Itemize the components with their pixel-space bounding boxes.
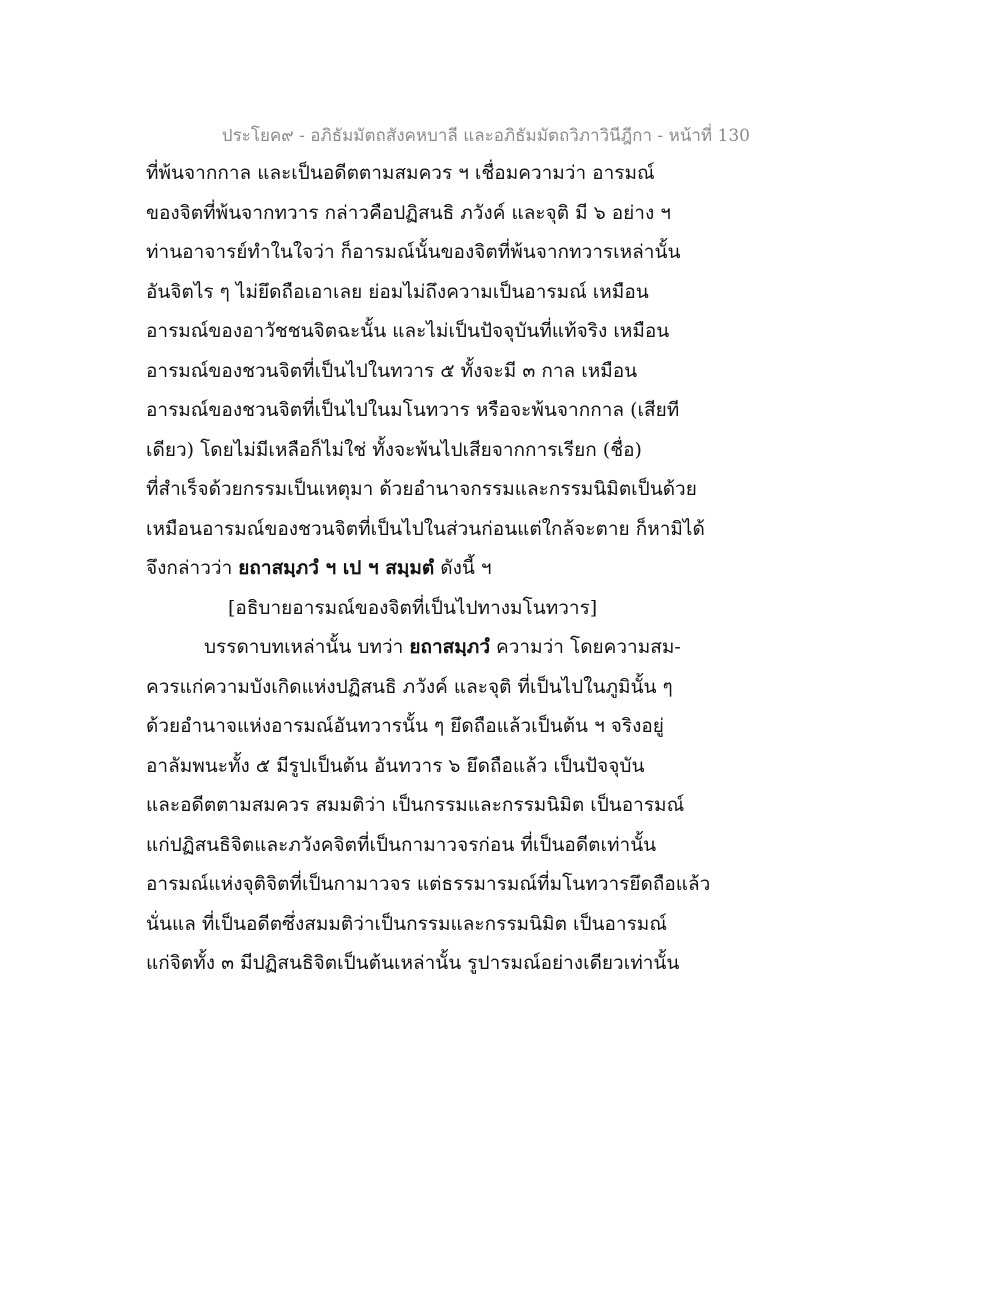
text-line-6: อารมณ์ของชวนจิตที่เป็นไปในทวาร ๕ ทั้งจะมี ๓ กาล เหมือน [146,359,638,382]
body-text [146,154,750,984]
text-line-18: แก่ปฏิสนธิจิตและภวังคจิตที่เป็นกามาวจรก่อน ที่เป็นอดีตเท่านั้น [146,833,657,856]
section-heading: [อธิบายอารมณ์ของจิตที่เป็นไปทางมโนทวาร] [228,596,598,619]
line-13-prefix: บรรดาบทเหล่านั้น บทว่า [204,636,410,658]
text-line-20: นั่นแล ที่เป็นอดีตซึ่งสมมติว่าเป็นกรรมและกรรมนิมิต เป็นอารมณ์ [146,912,667,935]
text-line-9: ที่สำเร็จด้วยกรรมเป็นเหตุมา ด้วยอำนาจกรรมและกรรมนิมิตเป็นด้วย [146,478,697,500]
text-line-21: แก่จิตทั้ง ๓ มีปฏิสนธิจิตเป็นต้นเหล่านั้น รูปารมณ์อย่างเดียวเท่านั้น [146,952,680,974]
line-13-pali-term: ยถาสมฺภวํ [409,636,490,658]
text-line-4: อันจิตไร ๆ ไม่ยึดถือเอาเลย ย่อมไม่ถึงความเป็นอารมณ์ เหมือน [146,280,649,303]
line-11-suffix: ดังนี้ ฯ [434,557,492,579]
text-line-5: อารมณ์ของอาวัชชนจิตฉะนั้น และไม่เป็นปัจจุบันที่แท้จริง เหมือน [146,320,670,342]
text-line-7: อารมณ์ของชวนจิตที่เป็นไปในมโนทวาร หรือจะพ้นจากกาล (เสียที [146,399,680,421]
text-line-19: อารมณ์แห่งจุติจิตที่เป็นกามาวจร แต่ธรรมารมณ์ที่มโนทวารยึดถือแล้ว [146,873,711,895]
text-line-1: ที่พ้นจากกาล และเป็นอดีตตามสมควร ฯ เชื่อมความว่า อารมณ์ [146,162,655,184]
text-line-10: เหมือนอารมณ์ของชวนจิตที่เป็นไปในส่วนก่อนแต่ใกล้จะตาย ก็หามิได้ [146,517,705,540]
text-line-14: ควรแก่ความบังเกิดแห่งปฏิสนธิ ภวังค์ และจุติ ที่เป็นไปในภูมินั้น ๆ [146,675,673,698]
running-header: ประโยค๙ - อภิธัมมัตถสังคหบาลี และอภิธัมมัตถวิภาวินีฎีกา - หน้าที่ 130 [221,126,750,146]
line-11-prefix: จึงกล่าวว่า [146,557,239,579]
text-line-3: ท่านอาจารย์ทำในใจว่า ก็อารมณ์นั้นของจิตที่พ้นจากทวารเหล่านั้น [146,241,681,263]
text-line-8: เดียว) โดยไม่มีเหลือก็ไม่ใช่ ทั้งจะพ้นไปเสียจากการเรียก (ชื่อ) [146,438,642,461]
text-line-17: และอดีตตามสมควร สมมติว่า เป็นกรรมและกรรมนิมิต เป็นอารมณ์ [146,794,685,816]
text-line-13 [146,628,750,668]
text-line-16: อาลัมพนะทั้ง ๕ มีรูปเป็นต้น อันทวาร ๖ ยึดถือแล้ว เป็นปัจจุบัน [146,754,645,777]
text-line-15: ด้วยอำนาจแห่งอารมณ์อันทวารนั้น ๆ ยึดถือแล้วเป็นต้น ฯ จริงอยู่ [146,715,664,737]
line-11-pali-term: ยถาสมฺภวํ ฯ เป ฯ สมฺมตํ [238,557,435,579]
line-13-suffix: ความว่า โดยความสม- [490,636,681,658]
text-line-2: ของจิตที่พ้นจากทวาร กล่าวคือปฏิสนธิ ภวังค์ และจุติ มี ๖ อย่าง ฯ [146,201,671,224]
text-line-11 [146,549,750,589]
